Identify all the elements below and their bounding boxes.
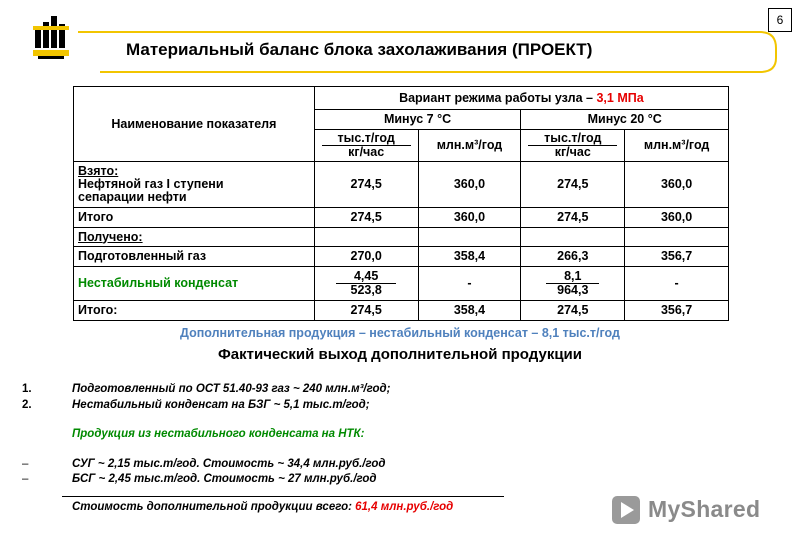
company-logo: [30, 12, 72, 62]
table-cell: 274,5: [521, 301, 625, 321]
unit-header-b: млн.м³/год: [418, 130, 521, 162]
table-row: [74, 267, 729, 301]
table-cell: 274,5: [314, 162, 418, 208]
section-subtitle: Фактический выход дополнительной продукции: [218, 346, 582, 363]
page-title: Материальный баланс блока захолаживания (ПРОЕКТ): [126, 40, 593, 59]
header-variant: Вариант режима работы узла – 3,1 МПа: [314, 87, 728, 110]
table-cell: 274,5: [521, 208, 625, 228]
row-label-total1: Итого: [74, 208, 315, 228]
material-balance-table: [73, 86, 729, 321]
row-label-received: Получено:: [74, 228, 315, 247]
variant-pressure: 3,1 МПа: [596, 90, 644, 105]
slide-number: 6: [768, 8, 792, 32]
table-cell: -: [418, 267, 521, 301]
unit-header-d: млн.м³/год: [625, 130, 729, 162]
table-cell: 274,5: [314, 208, 418, 228]
table-cell: -: [625, 267, 729, 301]
header-minus-20: Минус 20 °С: [521, 110, 729, 130]
table-row: [74, 247, 729, 267]
table-cell: 4,45 523,8: [314, 267, 418, 301]
header-indicator-name: Наименование показателя: [74, 87, 315, 162]
table-cell: 356,7: [625, 247, 729, 267]
row-label-gas1: Взято: Нефтяной газ I ступени сепарации нефти: [74, 162, 315, 208]
table-cell: 360,0: [418, 208, 521, 228]
watermark-text: MyShared: [648, 496, 761, 522]
table-cell: 8,1 964,3: [521, 267, 625, 301]
table-cell: 270,0: [314, 247, 418, 267]
table-cell: 358,4: [418, 301, 521, 321]
divider: [62, 496, 504, 497]
unit-header-c: тыс.т/год кг/час: [521, 130, 625, 162]
table-cell: 266,3: [521, 247, 625, 267]
table-row: [74, 301, 729, 321]
table-row: [74, 208, 729, 228]
table-row: [74, 162, 729, 208]
table-cell: 360,0: [625, 208, 729, 228]
table-cell: 274,5: [521, 162, 625, 208]
table-cell: 358,4: [418, 247, 521, 267]
table-cell: 356,7: [625, 301, 729, 321]
total-cost-value: 61,4 млн.руб./год: [355, 501, 454, 513]
table-cell: 274,5: [314, 301, 418, 321]
row-label-total2: Итого:: [74, 301, 315, 321]
row-label-prepared: Подготовленный газ: [74, 247, 315, 267]
unit-header-a: тыс.т/год кг/час: [314, 130, 418, 162]
header-minus-7: Минус 7 °С: [314, 110, 521, 130]
table-row: [74, 228, 729, 247]
row-label-condensate: Нестабильный конденсат: [74, 267, 315, 301]
table-cell: 360,0: [625, 162, 729, 208]
additional-product-note: Дополнительная продукция – нестабильный конденсат – 8,1 тыс.т/год: [180, 326, 620, 340]
table-cell: 360,0: [418, 162, 521, 208]
